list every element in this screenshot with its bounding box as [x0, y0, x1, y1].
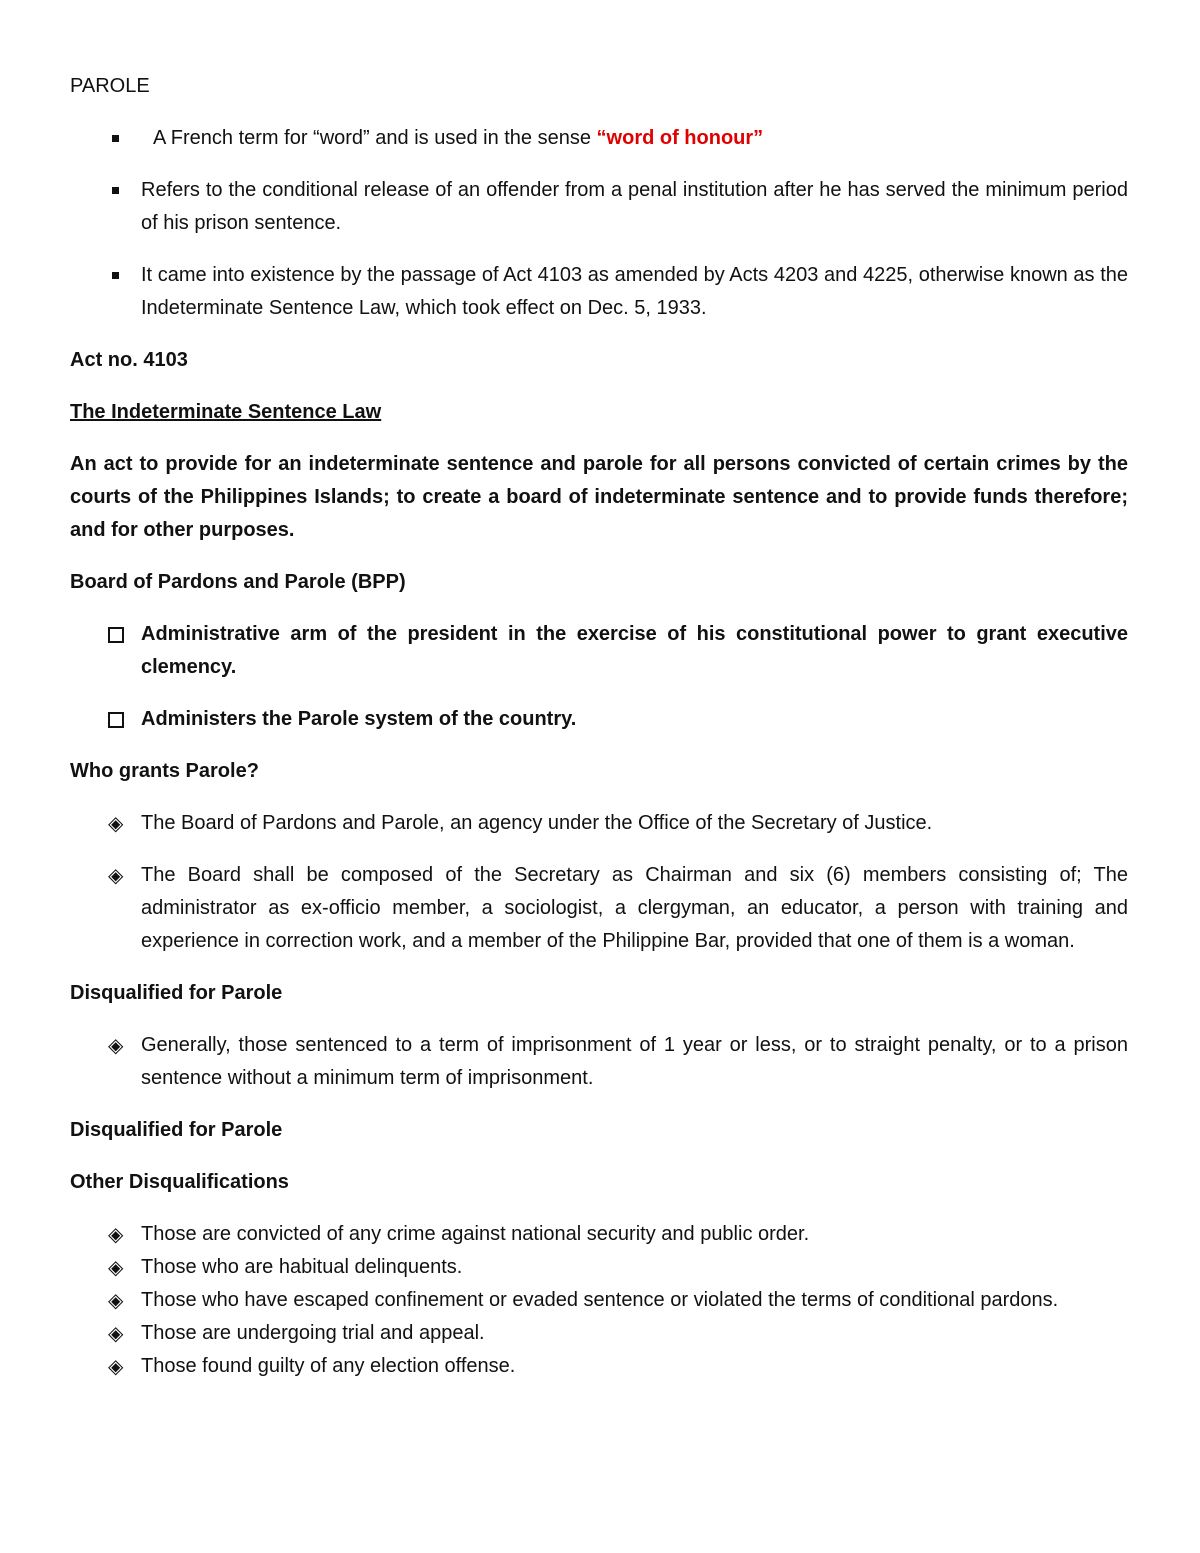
- empty-checkbox-icon: [108, 618, 134, 651]
- emphasis-text: “word of honour”: [596, 127, 764, 149]
- item-text: Refers to the conditional release of an offender from a penal institution after he has served the minimum period of his prison sentence.: [141, 179, 1128, 234]
- act-description: An act to provide for an indeterminate sentence and parole for all persons convicted of certain crimes by the courts of the Philippines Islands; to create a board of indeterminate sentence and to provide funds therefore; and for other purposes.: [70, 453, 1128, 541]
- diamond-bullet-icon: ◈: [108, 863, 124, 887]
- square-bullet-icon: [108, 259, 134, 292]
- item-text: Administers the Parole system of the country.: [141, 708, 577, 730]
- item-text: Those are convicted of any crime against national security and public order.: [141, 1223, 810, 1245]
- item-text: The Board of Pardons and Parole, an agency under the Office of the Secretary of Justice.: [141, 812, 933, 834]
- square-bullet-icon: [108, 174, 134, 207]
- diamond-bullet-icon: ◈: [108, 1033, 124, 1057]
- list-item: [70, 1251, 1128, 1284]
- other-disqualifications-heading: Other Disqualifications: [70, 1171, 289, 1193]
- list-item: [70, 1284, 1128, 1317]
- list-item: [70, 1350, 1128, 1383]
- document-body: [70, 70, 1128, 1383]
- item-text: It came into existence by the passage of Act 4103 as amended by Acts 4203 and 4225, otherwise known as the Indeterminate Sentence Law, which took effect on Dec. 5, 1933.: [141, 264, 1128, 319]
- list-item: [70, 122, 1128, 155]
- act-number: Act no. 4103: [70, 349, 188, 371]
- item-text: The Board shall be composed of the Secretary as Chairman and six (6) members consisting of; The administrator as ex-officio member, a sociologist, a clergyman, an educator, a person with training and experience in correction work, and a member of the Philippine Bar, provided that one of them is a woman.: [141, 864, 1128, 952]
- diamond-bullet-icon: ◈: [108, 1354, 124, 1378]
- who-grants-heading: Who grants Parole?: [70, 760, 259, 782]
- list-item: [70, 1317, 1128, 1350]
- item-text: Those are undergoing trial and appeal.: [141, 1322, 485, 1344]
- page-title: PAROLE: [70, 75, 150, 97]
- diamond-bullet-icon: ◈: [108, 1288, 124, 1312]
- item-text: A French term for “word” and is used in the sense: [153, 127, 597, 149]
- diamond-bullet-icon: ◈: [108, 1222, 124, 1246]
- bpp-heading: Board of Pardons and Parole (BPP): [70, 571, 406, 593]
- item-text: Those who have escaped confinement or evaded sentence or violated the terms of conditional pardons.: [141, 1289, 1059, 1311]
- list-item: [70, 1029, 1128, 1095]
- disqualified-heading: Disqualified for Parole: [70, 982, 283, 1004]
- list-item: [70, 859, 1128, 958]
- empty-checkbox-icon: [108, 703, 134, 736]
- law-title: The Indeterminate Sentence Law: [70, 401, 382, 423]
- list-item: [70, 174, 1128, 240]
- square-bullet-icon: [108, 122, 134, 155]
- diamond-bullet-icon: ◈: [108, 811, 124, 835]
- item-text: Generally, those sentenced to a term of imprisonment of 1 year or less, or to straight penalty, or to a prison sentence without a minimum term of imprisonment.: [141, 1034, 1128, 1089]
- item-text: Those found guilty of any election offense.: [141, 1355, 516, 1377]
- diamond-bullet-icon: ◈: [108, 1321, 124, 1345]
- item-text: Administrative arm of the president in the exercise of his constitutional power to grant executive clemency.: [141, 623, 1128, 678]
- list-item: [70, 703, 1128, 736]
- item-text: Those who are habitual delinquents.: [141, 1256, 463, 1278]
- disqualified-heading-2: Disqualified for Parole: [70, 1119, 283, 1141]
- diamond-bullet-icon: ◈: [108, 1255, 124, 1279]
- list-item: [70, 1218, 1128, 1251]
- list-item: [70, 807, 1128, 840]
- list-item: [70, 259, 1128, 325]
- list-item: [70, 618, 1128, 684]
